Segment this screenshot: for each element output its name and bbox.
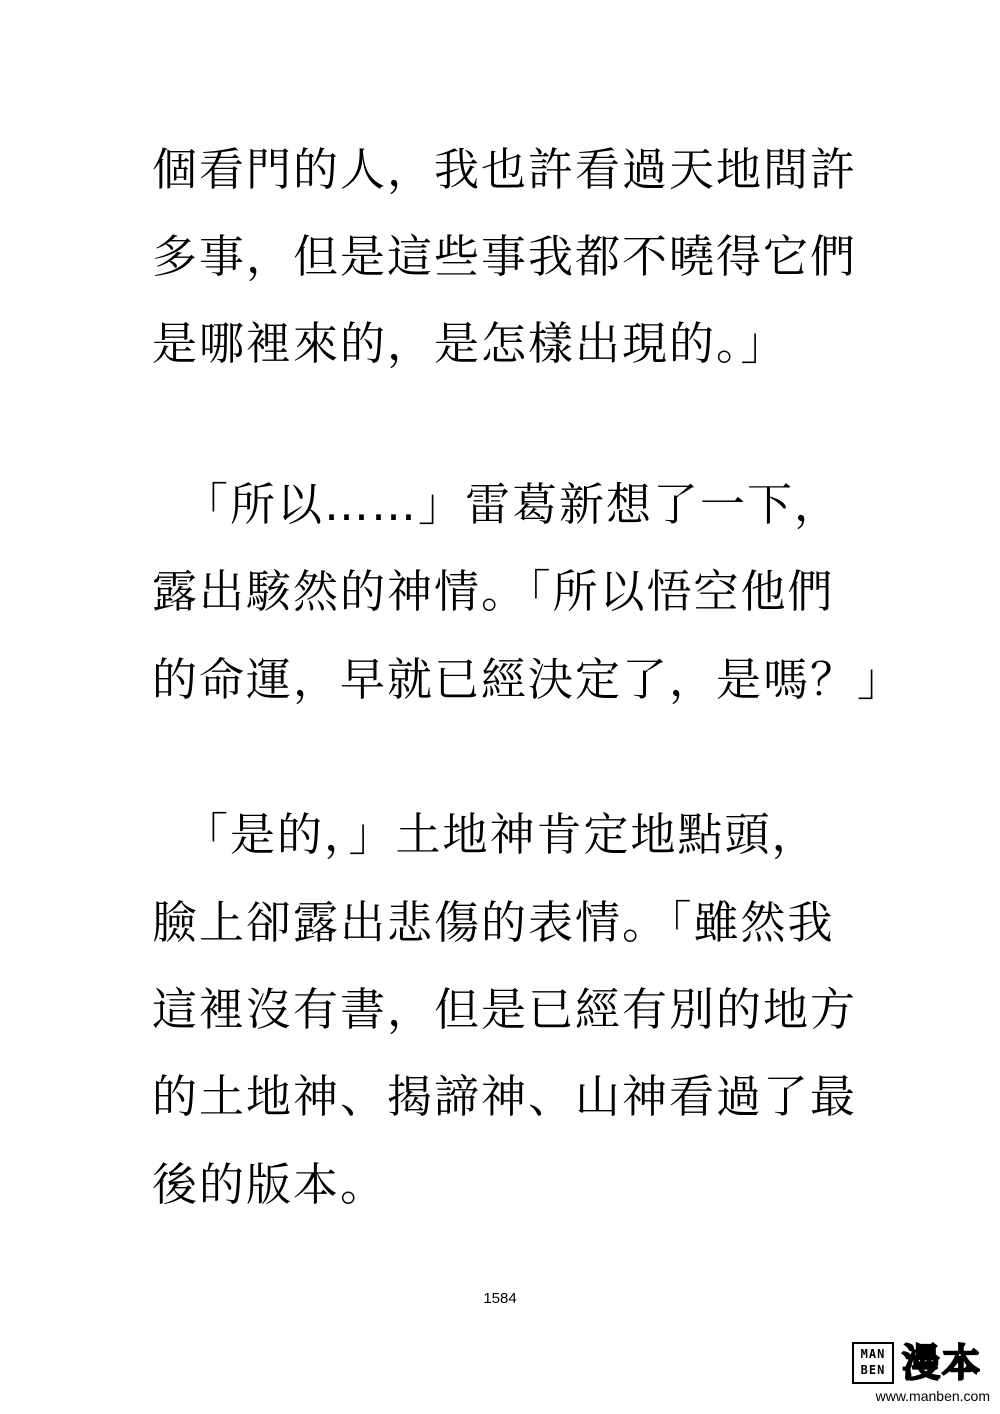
text-line: 個看門的人，我也許看過天地間許 bbox=[152, 143, 858, 196]
text-line: 露出駭然的神情。「所以悟空他們 bbox=[152, 565, 835, 618]
page-number: 1584 bbox=[483, 1290, 517, 1307]
text-line: 後的版本。 bbox=[152, 1158, 388, 1211]
text-line: 的命運，早就已經決定了，是嗎？」 bbox=[152, 653, 905, 706]
watermark-logo-top: MAN bbox=[860, 1347, 886, 1361]
watermark-url: www.manben.com bbox=[875, 1388, 990, 1404]
text-line: 多事，但是這些事我都不曉得它們 bbox=[152, 230, 858, 283]
watermark-title: 漫本 bbox=[902, 1341, 983, 1385]
text-line: 的土地神、揭諦神、山神看過了最 bbox=[152, 1070, 858, 1123]
text-line: 「是的，」土地神肯定地點頭， bbox=[183, 808, 819, 861]
text-line: 臉上卻露出悲傷的表情。「雖然我 bbox=[152, 896, 835, 949]
text-line: 是哪裡來的，是怎樣出現的。」 bbox=[152, 317, 788, 370]
watermark-logo-bottom: BEN bbox=[860, 1363, 886, 1377]
text-line: 這裡沒有書，但是已經有別的地方 bbox=[152, 983, 858, 1036]
watermark-logo bbox=[852, 1342, 894, 1384]
text-line: 「所以……」雷葛新想了一下， bbox=[183, 478, 842, 531]
watermark bbox=[850, 1340, 990, 1406]
